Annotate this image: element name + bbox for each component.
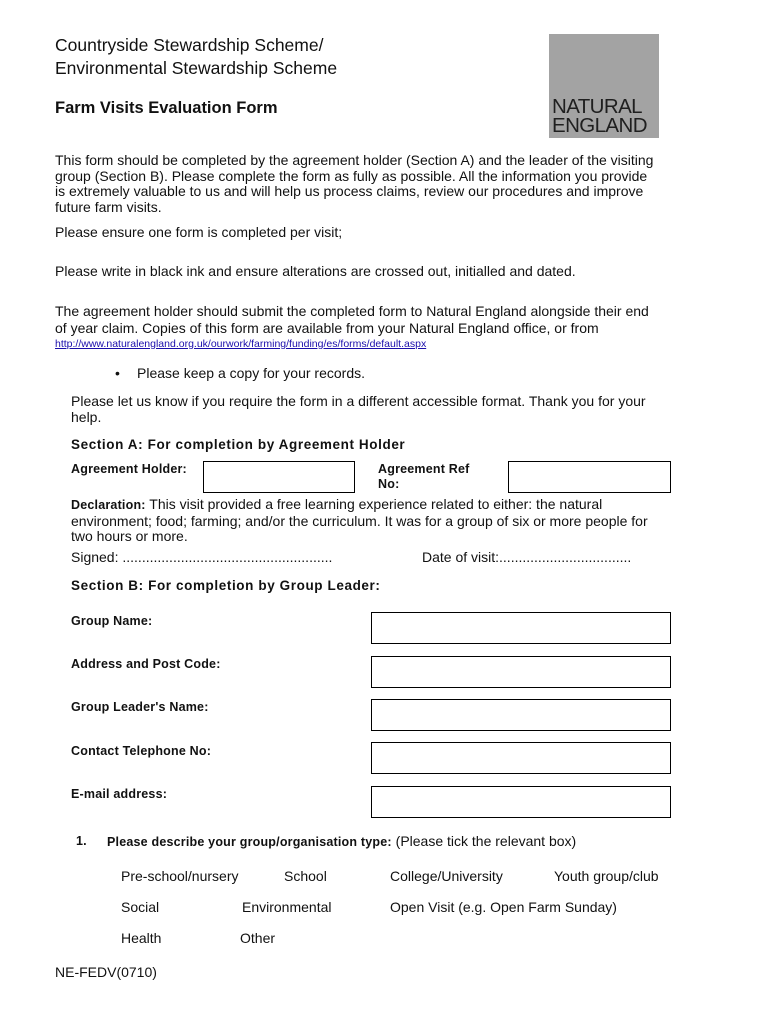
question-1-number: 1.	[76, 834, 87, 848]
form-code: NE-FEDV(0710)	[55, 964, 157, 980]
section-b-heading: Section B: For completion by Group Leader:	[71, 578, 381, 593]
logo-text-natural: NATURAL	[552, 95, 642, 118]
bullet-symbol: •	[115, 365, 120, 381]
option-youth-group[interactable]: Youth group/club	[554, 868, 659, 884]
option-health[interactable]: Health	[121, 930, 162, 946]
intro-line: is extremely valuable to us and will help us process claims, review our procedures and improve	[55, 183, 644, 199]
accessible-format-note	[71, 394, 711, 425]
section-a-heading: Section A: For completion by Agreement Holder	[71, 437, 406, 452]
intro-line: future farm visits.	[55, 198, 162, 215]
header-line-2: Environmental Stewardship Scheme	[55, 58, 338, 78]
email-field[interactable]	[371, 786, 671, 818]
form-title: Farm Visits Evaluation Form	[55, 99, 278, 117]
black-ink-note: Please write in black ink and ensure alterations are crossed out, initialled and dated.	[55, 263, 576, 279]
option-environmental[interactable]: Environmental	[242, 899, 332, 915]
accessible-line: Please let us know if you require the form in a different accessible format. Thank you for your	[71, 393, 646, 409]
question-1-hint: (Please tick the relevant box)	[391, 833, 577, 849]
question-1-text	[107, 833, 576, 850]
declaration-label: Declaration:	[71, 498, 146, 512]
forms-download-link[interactable]: http://www.naturalengland.org.uk/ourwork/farming/funding/es/forms/default.aspx	[55, 338, 427, 350]
agreement-holder-label: Agreement Holder:	[71, 462, 187, 476]
header-line-1: Countryside Stewardship Scheme/	[55, 35, 324, 55]
group-leader-name-label: Group Leader's Name:	[71, 700, 209, 714]
declaration-text: two hours or more.	[71, 528, 188, 544]
email-label: E-mail address:	[71, 787, 168, 801]
declaration-block	[71, 497, 711, 545]
address-field[interactable]	[371, 656, 671, 688]
agreement-ref-no-label: No:	[378, 477, 400, 491]
intro-paragraph	[55, 153, 695, 215]
group-name-field[interactable]	[371, 612, 671, 644]
option-open-visit[interactable]: Open Visit (e.g. Open Farm Sunday)	[390, 899, 617, 915]
intro-line: group (Section B). Please complete the form as fully as possible. All the information you provide	[55, 167, 648, 184]
address-label: Address and Post Code:	[71, 657, 221, 671]
question-1-label: Please describe your group/organisation type:	[107, 835, 392, 849]
accessible-line: help.	[71, 408, 102, 425]
option-preschool[interactable]: Pre-school/nursery	[121, 868, 239, 884]
submit-line: of year claim. Copies of this form are available from your Natural England office, or from	[55, 320, 599, 336]
telephone-field[interactable]	[371, 742, 671, 774]
declaration-text: This visit provided a free learning experience related to either: the natural	[145, 496, 603, 512]
logo-text-england: ENGLAND	[552, 114, 647, 137]
option-other[interactable]: Other	[240, 930, 276, 946]
agreement-ref-field[interactable]	[508, 461, 671, 493]
signed-line[interactable]: Signed: ......................................................	[71, 549, 333, 565]
group-leader-name-field[interactable]	[371, 699, 671, 731]
declaration-text: environment; food; farming; and/or the curriculum. It was for a group of six or more people for	[71, 512, 648, 529]
intro-line: This form should be completed by the agreement holder (Section A) and the leader of the visiting	[55, 152, 654, 168]
group-name-label: Group Name:	[71, 614, 153, 628]
agreement-holder-field[interactable]	[203, 461, 355, 493]
option-social[interactable]: Social	[121, 899, 160, 915]
option-college[interactable]: College/University	[390, 868, 503, 884]
telephone-label: Contact Telephone No:	[71, 744, 212, 758]
option-school[interactable]: School	[284, 868, 327, 884]
one-form-note: Please ensure one form is completed per visit;	[55, 224, 343, 240]
natural-england-logo	[549, 34, 659, 138]
keep-copy-bullet: Please keep a copy for your records.	[137, 365, 366, 381]
submit-paragraph	[55, 303, 715, 337]
date-of-visit-line[interactable]: Date of visit:..................................	[422, 549, 632, 565]
agreement-ref-label: Agreement Ref	[378, 462, 470, 476]
submit-line: The agreement holder should submit the completed form to Natural England alongside their end	[55, 303, 649, 319]
